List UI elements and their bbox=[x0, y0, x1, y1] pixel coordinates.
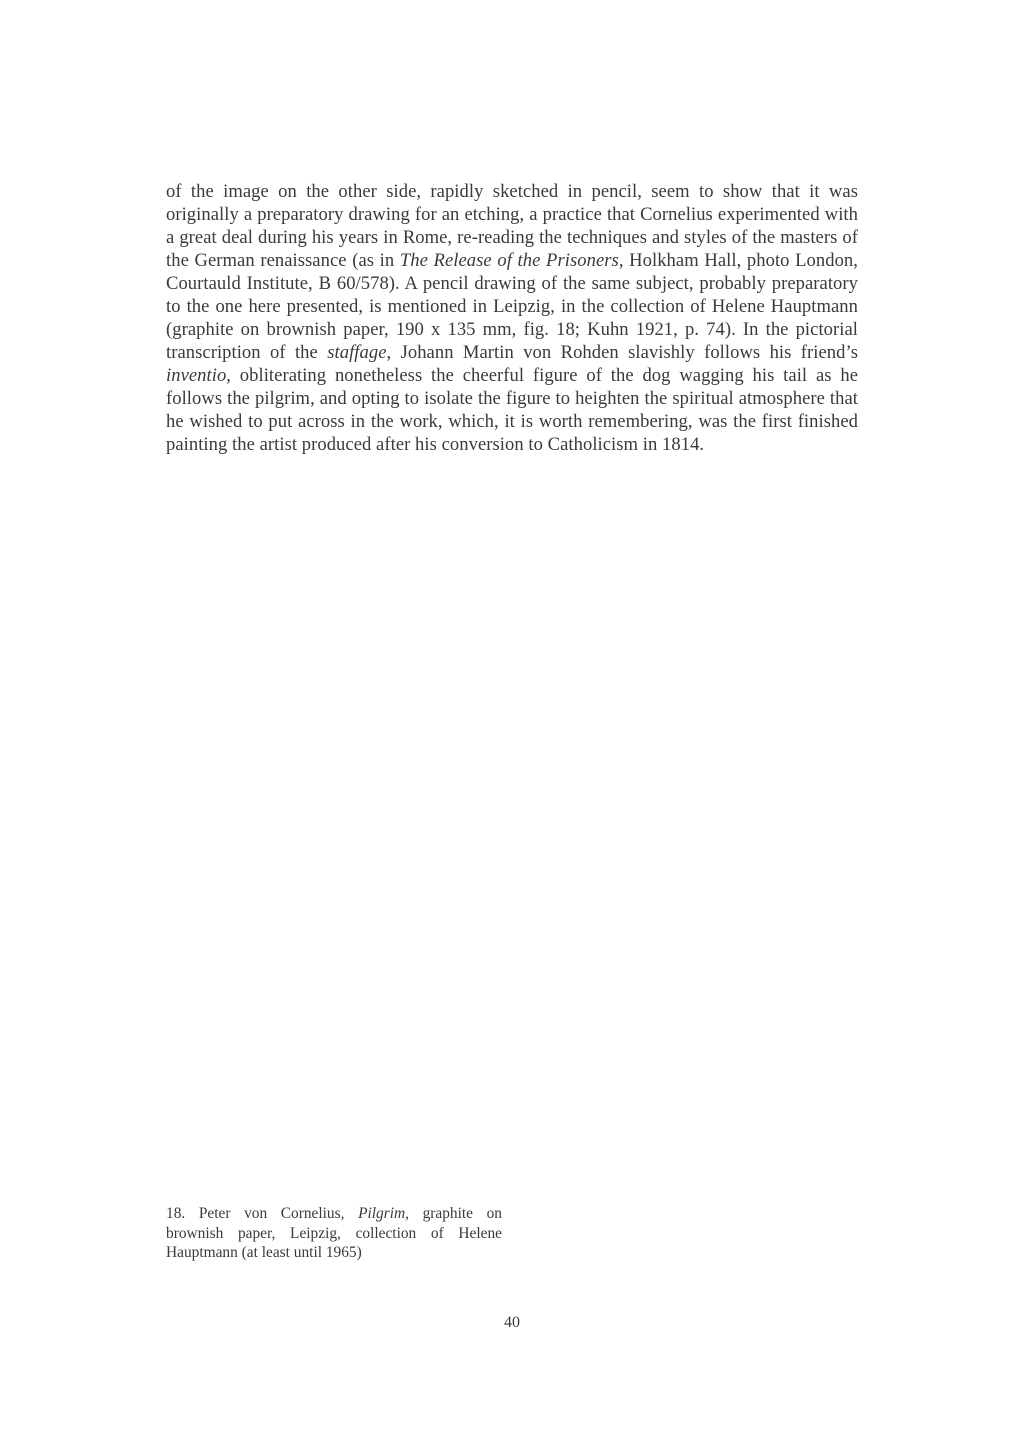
body-text-segment: , obliterating nonetheless the cheerful figure of the dog wagging his tail as he follows the pilgrim, and opting to isolate the figure to heighten the spiritual atmosphere that he wished to put across in the work, which, it is worth remembering, was the first finished painting the artist produced after his conversion to Catholicism in 1814. bbox=[166, 365, 858, 455]
caption-artwork-title: Pilgrim bbox=[358, 1205, 406, 1222]
caption-prefix: 18. Peter von Cornelius, bbox=[166, 1205, 359, 1222]
body-text-segment: , Holkham Hall, photo London, Courtauld Institute, B 60/578). A pencil drawing of the same subject, probably preparatory to the one here presented, is mentioned in Leipzig, in the collection of Helene Hauptmann (graphite on brownish paper, 190 x 135 mm, fig. 18; Kuhn 1921, p. 74). In the pictorial transcription of the bbox=[166, 250, 858, 363]
page-number: 40 bbox=[504, 1314, 520, 1331]
figure-caption bbox=[166, 1204, 502, 1263]
body-paragraph bbox=[166, 180, 858, 456]
body-text-segment: , Johann Martin von Rohden slavishly follows his friend’s bbox=[386, 342, 859, 363]
term-staffage: staffage bbox=[327, 342, 387, 363]
body-text-segment: of the image on the other side, rapidly sketched in pencil, seem to show that it was originally a preparatory drawing for an etching, a practice that Cornelius experimented with a great deal during his years in Rome, re-reading the techniques and styles of the masters of the German renaissance (as in bbox=[166, 181, 858, 271]
caption-suffix: , graphite on brownish paper, Leipzig, collection of Helene Hauptmann (at least until 1965) bbox=[166, 1205, 502, 1261]
term-inventio: inventio bbox=[166, 365, 227, 386]
artwork-title-release-of-prisoners: The Release of the Prisoners bbox=[399, 250, 619, 271]
